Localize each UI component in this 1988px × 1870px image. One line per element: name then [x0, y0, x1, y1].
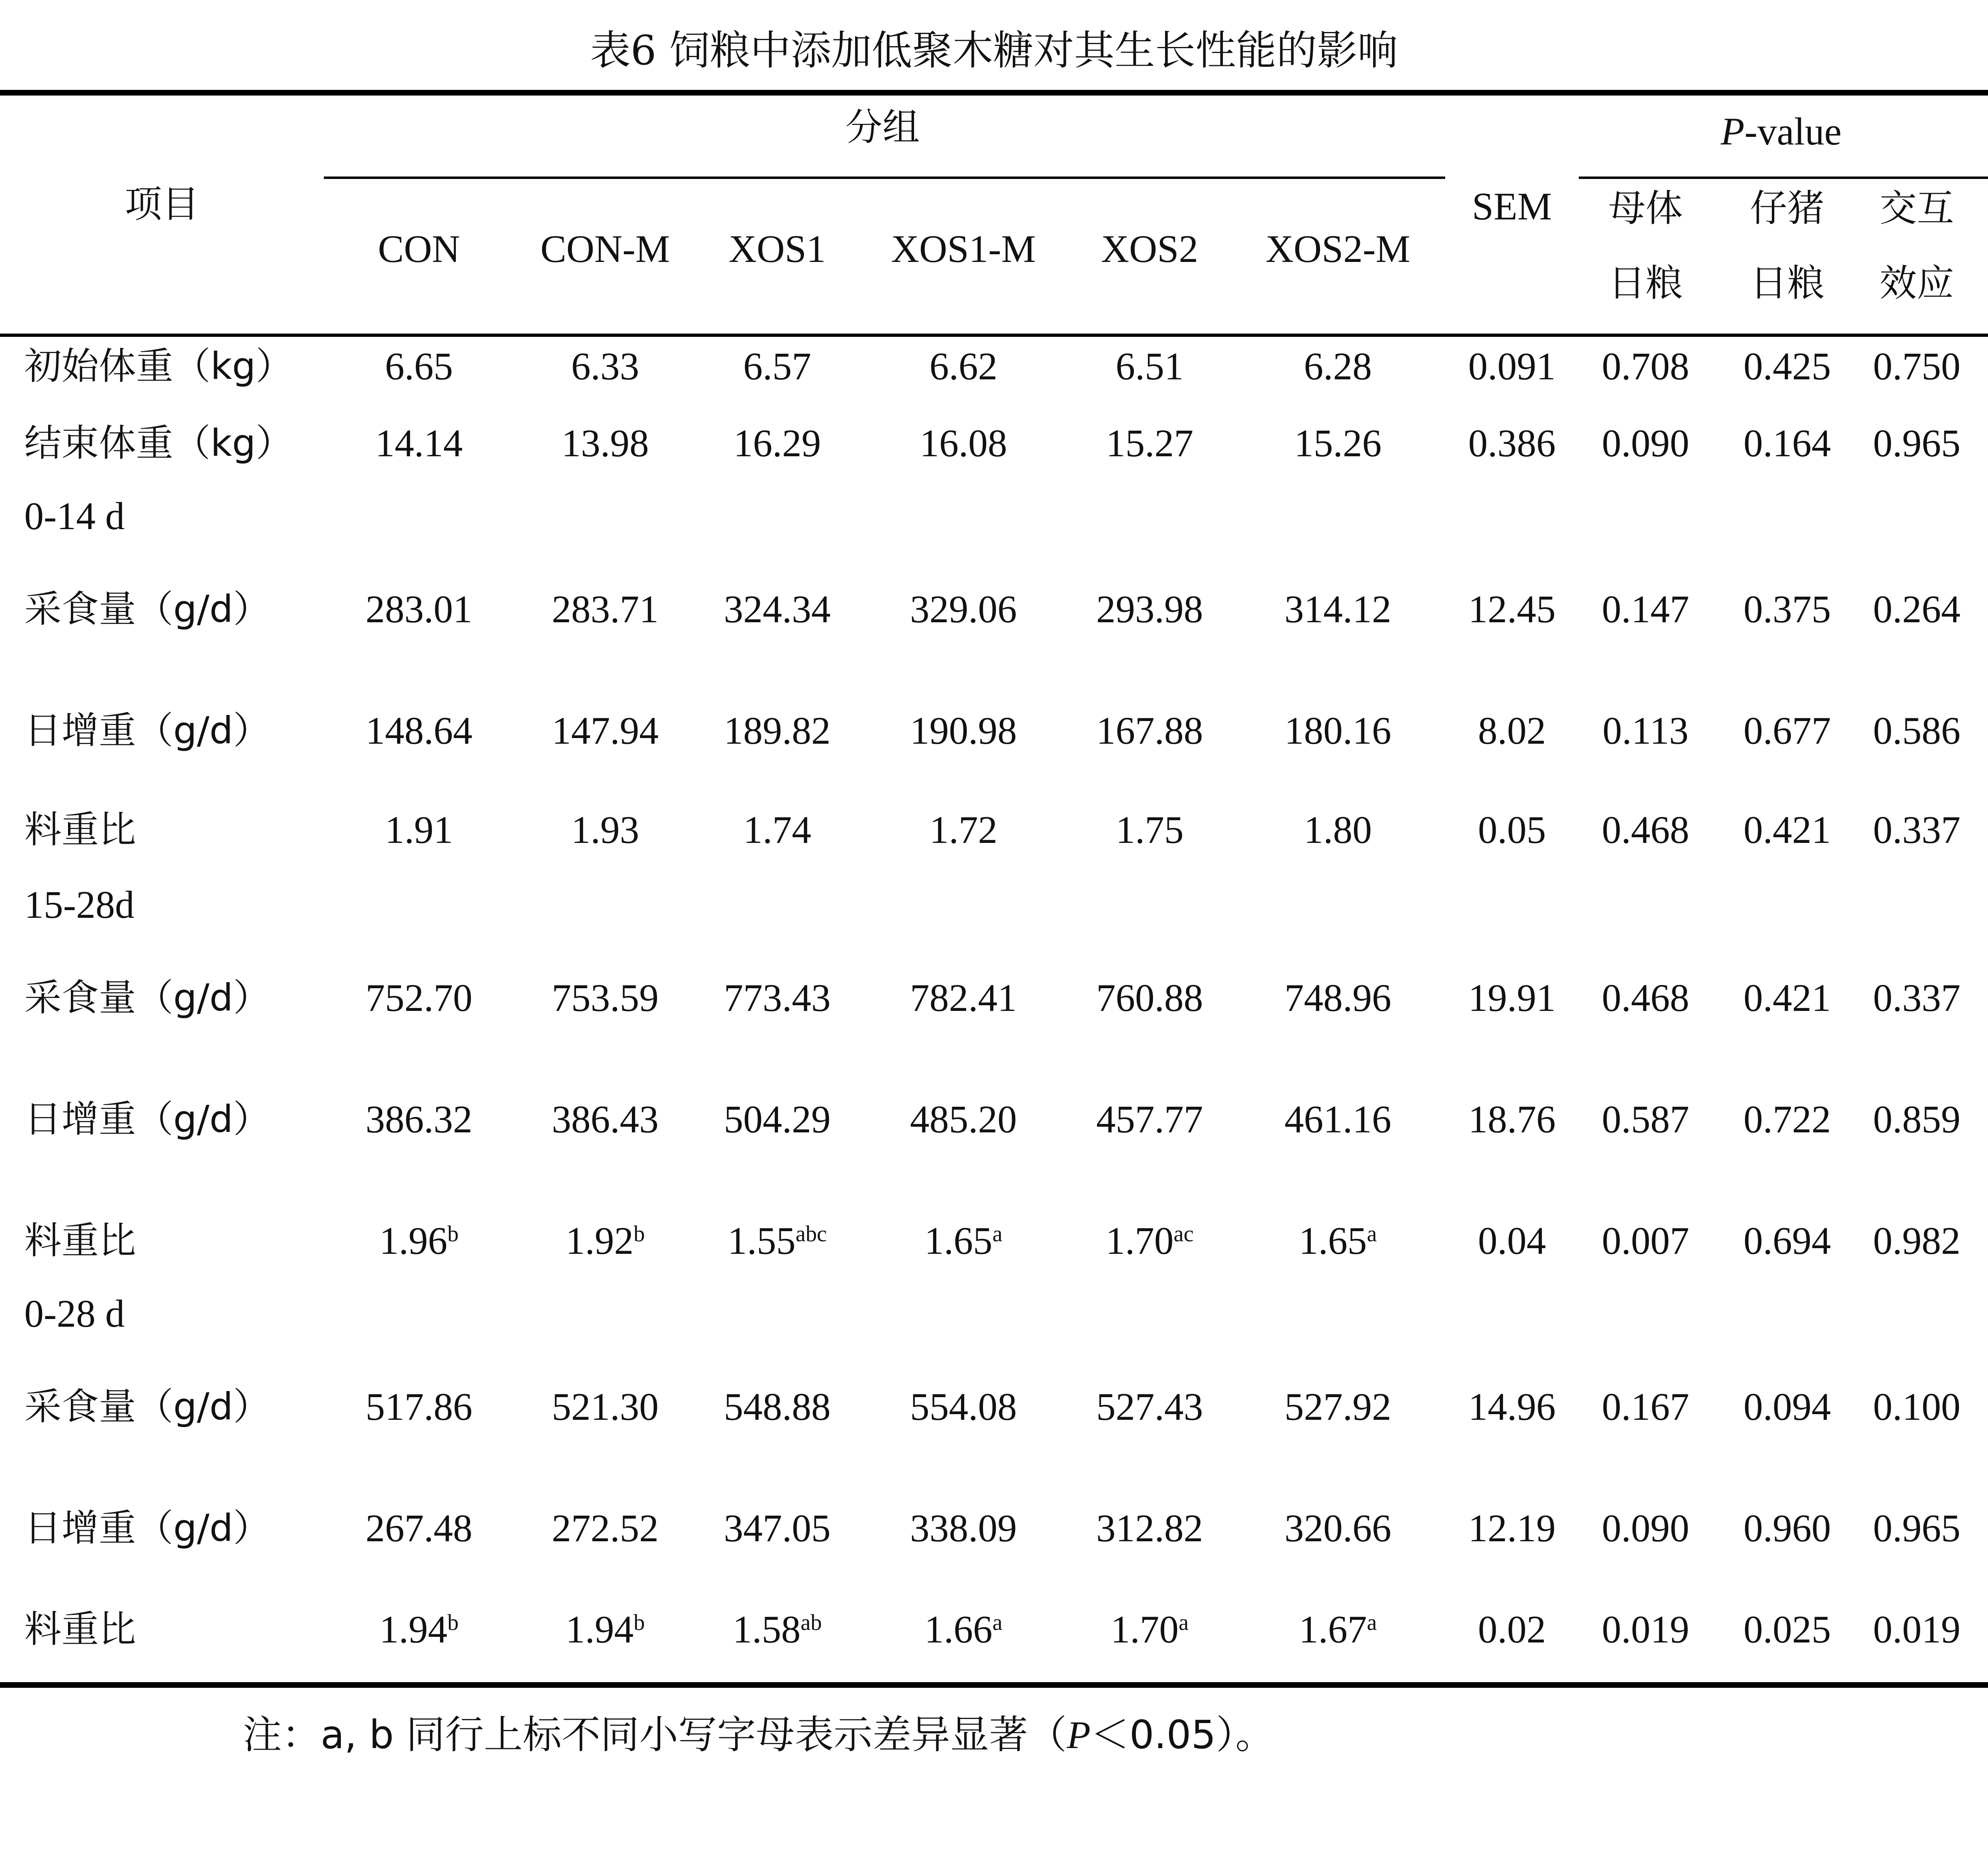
cell-value: 1.92: [566, 1219, 634, 1262]
group-header-rule: [324, 177, 1445, 179]
p-value-cell: 0.164: [1743, 421, 1831, 465]
p-value-cell: 0.019: [1602, 1608, 1689, 1651]
cell-value: 1.58: [732, 1608, 801, 1651]
value-cell: [1096, 1093, 1203, 1146]
cell-value: 329.06: [910, 587, 1017, 631]
p-value-cell: 0.264: [1873, 587, 1960, 631]
p-value-cell: 0.586: [1873, 709, 1960, 752]
p-value-cell: 0.960: [1743, 1506, 1831, 1550]
row-label: 日增重（g/d）: [24, 1506, 270, 1550]
cell-value: 554.08: [910, 1385, 1017, 1428]
cell-value: 180.16: [1284, 709, 1391, 752]
value-cell: [1284, 1502, 1391, 1555]
value-cell: [925, 1603, 1003, 1662]
sem-cell: 0.04: [1478, 1219, 1546, 1262]
sem-cell: 18.76: [1468, 1098, 1556, 1141]
value-cell: [552, 972, 659, 1024]
cell-value: 6.62: [929, 345, 997, 388]
cell-value: 312.82: [1096, 1506, 1203, 1550]
cell-value: 1.74: [743, 808, 811, 851]
cell-value: 320.66: [1284, 1506, 1391, 1550]
row-label: 采食量（g/d）: [24, 587, 270, 631]
value-cell: [1284, 704, 1391, 757]
cell-value: 6.33: [571, 345, 639, 388]
p-value-cell: 0.090: [1602, 421, 1689, 465]
cell-value: 753.59: [552, 976, 659, 1019]
value-cell: [571, 804, 639, 856]
value-cell: [366, 972, 472, 1024]
sem-cell: 14.96: [1468, 1385, 1556, 1428]
significance-superscript: b: [634, 1221, 645, 1247]
cell-value: 386.43: [552, 1098, 659, 1141]
cell-value: 782.41: [910, 976, 1017, 1019]
cell-value: 16.29: [734, 421, 821, 465]
value-cell: [375, 417, 463, 470]
header-item: 项目: [124, 183, 200, 226]
cell-value: 347.05: [724, 1506, 831, 1550]
p-value-cell: 0.708: [1602, 345, 1689, 388]
sem-cell: 0.05: [1478, 808, 1546, 851]
section-title: 0-14 d: [24, 494, 125, 538]
cell-value: 1.66: [924, 1608, 993, 1651]
value-cell: [1096, 1381, 1203, 1433]
significance-superscript: a: [1367, 1610, 1377, 1636]
value-cell: [910, 1093, 1017, 1146]
sem-cell: 8.02: [1478, 709, 1546, 752]
p-value-cell: 0.147: [1602, 587, 1689, 631]
cell-value: 748.96: [1284, 976, 1391, 1019]
value-cell: [1106, 417, 1193, 470]
cell-value: 15.27: [1106, 421, 1193, 465]
table-note: [243, 1704, 1274, 1766]
value-cell: [566, 1215, 645, 1273]
p-value-cell: 0.965: [1873, 421, 1960, 465]
p-value-cell: 0.421: [1743, 976, 1831, 1019]
value-cell: [1096, 704, 1203, 757]
header-group: 分组: [845, 106, 920, 149]
value-cell: [1096, 972, 1203, 1024]
value-cell: [920, 417, 1007, 470]
significance-superscript: b: [447, 1610, 459, 1636]
value-cell: [910, 1381, 1017, 1433]
cell-value: 1.70: [1110, 1608, 1179, 1651]
cell-value: 1.94: [566, 1608, 634, 1651]
section-title: 15-28d: [24, 883, 134, 926]
value-cell: [1294, 417, 1382, 470]
table-caption: 表6 饲粮中添加低聚木糖对其生长性能的影响: [590, 27, 1398, 74]
cell-value: 1.67: [1299, 1608, 1367, 1651]
header-group-xos2-m: XOS2-M: [1265, 227, 1410, 270]
cell-value: 386.32: [366, 1098, 472, 1141]
note-suffix: ＜0.05）。: [1090, 1712, 1274, 1757]
value-cell: [366, 1381, 472, 1433]
cell-value: 338.09: [910, 1506, 1017, 1550]
cell-value: 14.14: [375, 421, 463, 465]
value-cell: [385, 340, 453, 393]
p-value-cell: 0.167: [1602, 1385, 1689, 1428]
value-cell: [1299, 1603, 1377, 1662]
cell-value: 1.80: [1304, 808, 1372, 851]
header-group-con: CON: [378, 227, 460, 270]
p-value-cell: 0.677: [1743, 709, 1831, 752]
significance-superscript: a: [992, 1610, 1003, 1636]
sem-cell: 0.091: [1468, 345, 1556, 388]
value-cell: [743, 340, 811, 393]
value-cell: [552, 704, 659, 757]
header-pvalue-italic: P: [1720, 110, 1745, 153]
header-p-col-0-line2: 日粮: [1608, 262, 1683, 305]
cell-value: 752.70: [366, 976, 472, 1019]
cell-value: 1.72: [929, 808, 997, 851]
value-cell: [724, 1093, 831, 1146]
cell-value: 1.96: [379, 1219, 448, 1262]
value-cell: [724, 704, 831, 757]
value-cell: [1116, 804, 1184, 856]
p-value-cell: 0.859: [1873, 1098, 1960, 1141]
value-cell: [366, 1093, 472, 1146]
row-label: 料重比: [24, 1219, 136, 1262]
cell-value: 6.51: [1116, 345, 1184, 388]
cell-value: 190.98: [910, 709, 1017, 752]
p-value-cell: 0.113: [1602, 709, 1689, 752]
value-cell: [929, 804, 997, 856]
row-label: 采食量（g/d）: [24, 976, 270, 1019]
significance-superscript: a: [1367, 1221, 1377, 1247]
cell-value: 1.65: [924, 1219, 993, 1262]
cell-value: 760.88: [1096, 976, 1203, 1019]
cell-value: 189.82: [724, 709, 831, 752]
header-p-col-1-line1: 仔猪: [1750, 187, 1825, 230]
p-value-cell: 0.468: [1602, 808, 1689, 851]
cell-value: 15.26: [1294, 421, 1382, 465]
sem-cell: 0.02: [1478, 1608, 1546, 1651]
row-label: 料重比: [24, 808, 136, 851]
value-cell: [724, 972, 831, 1024]
value-cell: [571, 340, 639, 393]
cell-value: 272.52: [552, 1506, 659, 1550]
value-cell: [929, 340, 997, 393]
header-sem: SEM: [1472, 185, 1552, 228]
header-pvalue-rest: -value: [1744, 110, 1842, 153]
header-group-con-m: CON-M: [540, 227, 670, 270]
value-cell: [552, 1093, 659, 1146]
value-cell: [1284, 1381, 1391, 1433]
cell-value: 1.75: [1116, 808, 1184, 851]
header-group-xos1: XOS1: [728, 227, 826, 270]
cell-value: 548.88: [724, 1385, 831, 1428]
significance-superscript: ab: [800, 1610, 822, 1636]
cell-value: 1.94: [379, 1608, 448, 1651]
section-title: 0-28 d: [24, 1292, 125, 1335]
significance-superscript: a: [1178, 1610, 1189, 1636]
sem-cell: 12.19: [1468, 1506, 1556, 1550]
header-group-xos1-m: XOS1-M: [891, 227, 1036, 270]
note-prefix: 注：a, b 同行上标不同小写字母表示差异显著（: [243, 1712, 1067, 1757]
bottom-rule: [0, 1682, 1988, 1688]
sem-cell: 0.386: [1468, 421, 1556, 465]
p-value-cell: 0.694: [1743, 1219, 1831, 1262]
cell-value: 1.70: [1106, 1219, 1174, 1262]
p-value-cell: 0.337: [1873, 976, 1960, 1019]
cell-value: 13.98: [561, 421, 649, 465]
p-value-cell: 0.094: [1743, 1385, 1831, 1428]
cell-value: 324.34: [724, 587, 831, 631]
note-p-symbol: P: [1067, 1713, 1091, 1757]
cell-value: 6.28: [1304, 345, 1372, 388]
cell-value: 527.92: [1284, 1385, 1391, 1428]
cell-value: 773.43: [724, 976, 831, 1019]
value-cell: [379, 1603, 459, 1662]
header-pvalue: [1721, 105, 1842, 158]
value-cell: [566, 1603, 645, 1662]
header-bottom-rule: [0, 334, 1988, 337]
value-cell: [1284, 583, 1391, 636]
cell-value: 461.16: [1284, 1098, 1391, 1141]
cell-value: 6.57: [743, 345, 811, 388]
cell-value: 147.94: [552, 709, 659, 752]
value-cell: [724, 1381, 831, 1433]
p-value-cell: 0.965: [1873, 1506, 1960, 1550]
header-p-col-1-line2: 日粮: [1750, 262, 1825, 305]
p-value-cell: 0.722: [1743, 1098, 1831, 1141]
value-cell: [724, 1502, 831, 1555]
cell-value: 527.43: [1096, 1385, 1203, 1428]
cell-value: 1.91: [385, 808, 453, 851]
row-label: 采食量（g/d）: [24, 1385, 270, 1428]
value-cell: [1106, 1215, 1193, 1273]
cell-value: 457.77: [1096, 1098, 1203, 1141]
value-cell: [910, 704, 1017, 757]
significance-superscript: b: [634, 1610, 645, 1636]
value-cell: [366, 704, 472, 757]
row-label: 日增重（g/d）: [24, 1098, 270, 1141]
header-p-col-2-line1: 交互: [1879, 187, 1954, 230]
value-cell: [552, 1381, 659, 1433]
cell-value: 1.93: [571, 808, 639, 851]
value-cell: [1111, 1603, 1189, 1662]
value-cell: [366, 583, 472, 636]
p-value-cell: 0.421: [1743, 808, 1831, 851]
sem-cell: 19.91: [1468, 976, 1556, 1019]
header-p-col-0-line1: 母体: [1608, 187, 1683, 230]
cell-value: 504.29: [724, 1098, 831, 1141]
p-value-cell: 0.375: [1743, 587, 1831, 631]
value-cell: [1284, 1093, 1391, 1146]
value-cell: [910, 583, 1017, 636]
p-value-cell: 0.025: [1743, 1608, 1831, 1651]
p-value-cell: 0.090: [1602, 1506, 1689, 1550]
p-value-cell: 0.468: [1602, 976, 1689, 1019]
cell-value: 283.71: [552, 587, 659, 631]
value-cell: [1304, 804, 1372, 856]
row-label: 料重比: [24, 1608, 136, 1651]
cell-value: 1.65: [1299, 1219, 1367, 1262]
p-value-cell: 0.750: [1873, 345, 1960, 388]
value-cell: [734, 417, 821, 470]
p-value-cell: 0.982: [1873, 1219, 1960, 1262]
p-value-cell: 0.019: [1873, 1608, 1960, 1651]
cell-value: 485.20: [910, 1098, 1017, 1141]
value-cell: [552, 1502, 659, 1555]
header-p-col-2-line2: 效应: [1879, 262, 1954, 305]
sem-cell: 12.45: [1468, 587, 1556, 631]
value-cell: [552, 583, 659, 636]
cell-value: 1.55: [727, 1219, 796, 1262]
cell-value: 521.30: [552, 1385, 659, 1428]
significance-superscript: b: [447, 1221, 459, 1247]
top-rule: [0, 90, 1988, 96]
cell-value: 314.12: [1284, 587, 1391, 631]
value-cell: [1096, 583, 1203, 636]
header-group-xos2: XOS2: [1101, 227, 1199, 270]
value-cell: [733, 1603, 822, 1662]
p-value-cell: 0.587: [1602, 1098, 1689, 1141]
cell-value: 148.64: [366, 709, 472, 752]
significance-superscript: a: [992, 1221, 1003, 1247]
p-value-cell: 0.425: [1743, 345, 1831, 388]
p-value-cell: 0.337: [1873, 808, 1960, 851]
value-cell: [910, 1502, 1017, 1555]
cell-value: 293.98: [1096, 587, 1203, 631]
value-cell: [1116, 340, 1184, 393]
value-cell: [910, 972, 1017, 1024]
cell-value: 6.65: [385, 345, 453, 388]
value-cell: [727, 1215, 827, 1273]
value-cell: [385, 804, 453, 856]
value-cell: [1299, 1215, 1377, 1273]
cell-value: 267.48: [366, 1506, 472, 1550]
value-cell: [743, 804, 811, 856]
value-cell: [1096, 1502, 1203, 1555]
significance-superscript: ac: [1174, 1221, 1194, 1247]
value-cell: [379, 1215, 459, 1273]
cell-value: 167.88: [1096, 709, 1203, 752]
p-value-cell: 0.007: [1602, 1219, 1689, 1262]
cell-value: 283.01: [366, 587, 472, 631]
value-cell: [366, 1502, 472, 1555]
cell-value: 517.86: [366, 1385, 472, 1428]
row-label: 日增重（g/d）: [24, 709, 270, 752]
value-cell: [1284, 972, 1391, 1024]
row-label: 结束体重（kg）: [24, 421, 293, 465]
value-cell: [724, 583, 831, 636]
row-label: 初始体重（kg）: [24, 345, 293, 388]
pvalue-header-rule: [1579, 177, 1988, 179]
value-cell: [1304, 340, 1372, 393]
value-cell: [925, 1215, 1003, 1273]
cell-value: 16.08: [920, 421, 1007, 465]
significance-superscript: abc: [795, 1221, 827, 1247]
value-cell: [561, 417, 649, 470]
p-value-cell: 0.100: [1873, 1385, 1960, 1428]
